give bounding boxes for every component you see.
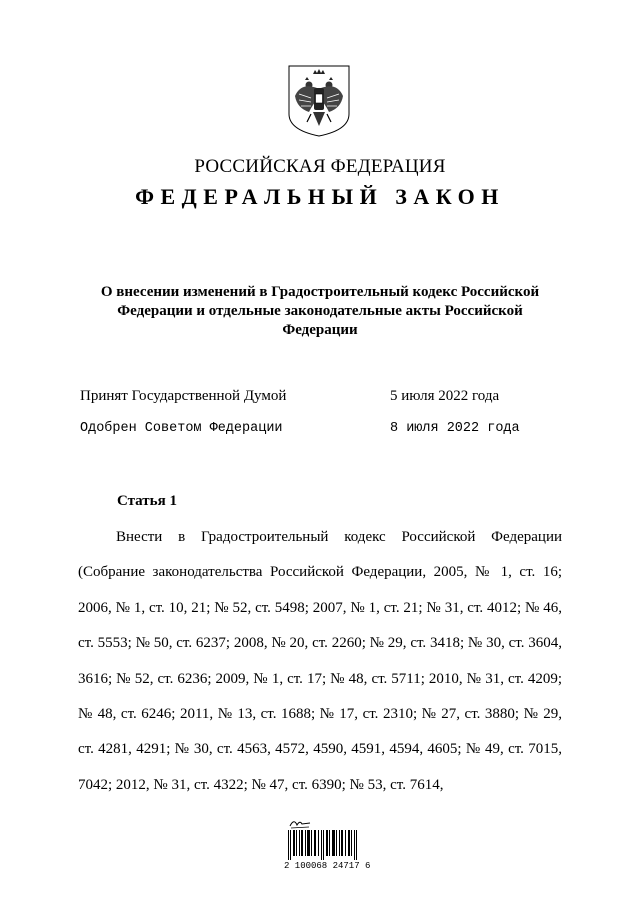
document-type: ФЕДЕРАЛЬНЫЙ ЗАКОН <box>135 184 505 209</box>
duma-adoption-label: Принят Государственной Думой <box>80 388 287 404</box>
double-headed-eagle-icon <box>287 64 351 138</box>
barcode-number: 2 100068 24717 6 <box>284 861 371 871</box>
law-title: О внесении изменений в Градостроительный кодекс Российской Федерации и отдельные законодательные акты Российской Федерации <box>100 284 540 338</box>
duma-adoption-date: 5 июля 2022 года <box>390 388 500 404</box>
council-approval-label: Одобрен Советом Федерации <box>80 421 283 436</box>
country-name: РОССИЙСКАЯ ФЕДЕРАЦИЯ <box>194 156 446 177</box>
council-approval-date: 8 июля 2022 года <box>390 421 520 436</box>
handwritten-mark-icon <box>288 816 312 830</box>
document-barcode <box>284 816 371 882</box>
barcode-bars-icon <box>288 830 358 860</box>
article-body-text: Внести в Градостроительный кодекс Российской Федерации (Собрание законодательства Российской Федерации, 2005, № 1, ст. 16; 2006, № 1, ст. 10, 21; № 52, ст. 5498; 2007, № 1, ст. 21; № 31, ст. 4012; № 46, ст. 5553; № 50, ст. 6237; 2008, № 20, ст. 2260; № 29, ст. 3418; № 30, ст. 3604, 3616; № 52, ст. 6236; 2009, № 1, ст. 17; № 48, ст. 5711; 2010, № 31, ст. 4209; № 48, ст. 6246; 2011, № 13, ст. 1688; № 17, ст. 2310; № 27, ст. 3880; № 29, ст. 4281, 4291; № 30, ст. 4563, 4572, 4590, 4591, 4594, 4605; № 49, ст. 7015, 7042; 2012, № 31, ст. 4322; № 47, ст. 6390; № 53, ст. 7614, <box>78 529 562 793</box>
article-heading: Статья 1 <box>117 493 177 509</box>
coat-of-arms-emblem <box>287 64 351 138</box>
